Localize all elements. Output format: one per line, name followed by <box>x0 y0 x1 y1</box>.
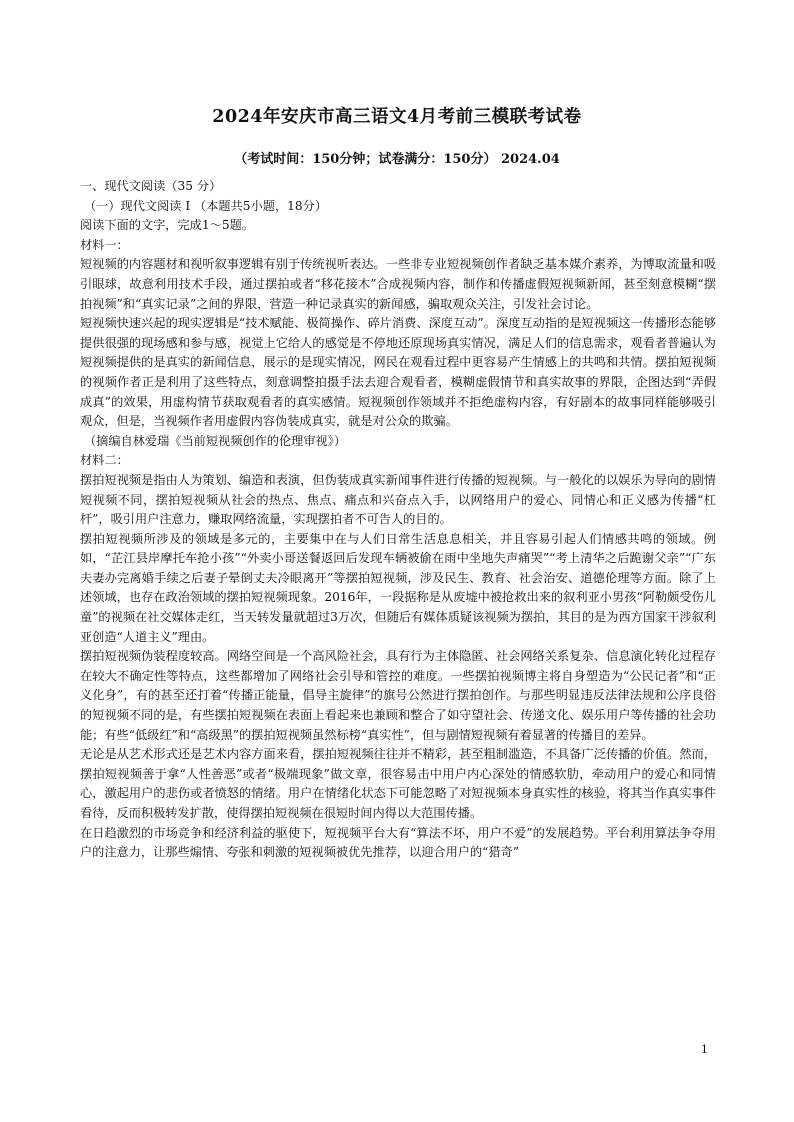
paragraph: 短视频的内容题材和视听叙事逻辑有别于传统视听表达。一些非专业短视频创作者缺乏基本媒介素养，为博取流量和吸引眼球，故意利用技术手段，通过摆拍或者“移花接木”合成视频内容，制作和传播虚假短视频新闻，甚至刻意模糊“摆拍视频”和“真实记录”之间的界限，营造一种记录真实的新闻感，骗取观众关注，引发社会讨论。 <box>80 257 716 311</box>
exam-subtitle: （考试时间：150分钟；试卷满分：150分） 2024.04 <box>234 152 560 167</box>
section-heading: 一、现代文阅读（35 分） <box>80 179 222 193</box>
paragraph: 无论是从艺术形式还是艺术内容方面来看，摆拍短视频往往并不精彩，甚至粗制滥造，不具备广泛传播的价值。然而，摆拍短视频善于拿“人性善恶”或者“极端现象”做文章，很容易击中用户内心深处的情感软肋，牵动用户的爱心和同情心，激起用户的悲伤或者愤怒的情绪。用户在情绪化状态下可能忽略了对短视频本身真实性的核验，将其当作真实事件看待，反而积极转发扩散，使得摆拍短视频在很短时间内得以大范围传播。 <box>80 747 716 820</box>
paragraph: 在日趋激烈的市场竞争和经济利益的驱使下，短视频平台大有“算法不坏，用户不爱”的发展趋势。平台利用算法争夺用户的注意力，让那些煽情、夸张和刺激的短视频被优先推荐，以迎合用户的“猎奇” <box>80 825 716 860</box>
instruction: 阅读下面的文字，完成1～5题。 <box>80 218 254 233</box>
material-one-label: 材料一： <box>80 237 129 252</box>
material-two-label: 材料二： <box>80 453 129 468</box>
paragraph: 短视频快速兴起的现实逻辑是“技术赋能、极简操作、碎片消费、深度互动”。深度互动指的是短视频这一传播形态能够提供很强的现场感和参与感，视觉上它给人的感觉是不停地还原现场真实情况，满足人们的信息需求，观看者普遍认为短视频提供的是真实的新闻信息，展示的是现实情况，网民在观看过程中更容易产生情感上的共鸣和共情。摆拍短视频的视频作者正是利用了这些特点，刻意调整拍摄手法去迎合观看者，模糊虚假情节和真实故事的界限，企图达到“弄假成真”的效果，用虚构情节获取观看者的真实感情。短视频创作领域并不拒绝虚构内容，有好剧本的故事同样能够吸引观众，但是，当视频作者用虚假内容伪装成真实，就是对公众的欺骗。 <box>80 316 716 429</box>
page-number: 1 <box>701 1043 708 1056</box>
paragraph: 摆拍短视频所涉及的领域是多元的，主要集中在与人们日常生活息息相关，并且容易引起人们情感共鸣的领域。例如，“芷江县岸摩托车抢小孩”“外卖小哥送餐返回后发现车辆被偷在雨中坐地失声痛哭”“考上清华之后跪谢父亲”“广东夫妻办完离婚手续之后妻子晕倒丈夫冷眼离开”等摆拍短视频，涉及民生、教育、社会治安、道德伦理等方面。除了上述领域，也存在政治领域的摆拍短视频现象。2016年，一段据称是从废墟中被抢救出来的叙利亚小男孩“阿勒颇受伤儿童”的视频在社交媒体走红，当天转发量就超过3万次，但随后有媒体质疑该视频为摆拍，其目的是为西方国家干涉叙利亚创造“人道主义”理由。 <box>80 531 716 644</box>
subsection-heading: （一）现代文阅读 I （本题共5小题，18分） <box>84 198 328 213</box>
paragraph: 摆拍短视频伪装程度较高。网络空间是一个高风险社会，具有行为主体隐匿、社会网络关系复杂、信息演化转化过程存在较大不确定性等特点，这些都增加了网络社会引导和管控的难度。一些摆拍视频博主将自身塑造为“公民记者”和“正义化身”，有的甚至还打着“传播正能量，倡导主旋律”的旗号公然进行摆拍创作。与那些明显违反法律法规和公序良俗的短视频不同的是，有些摆拍短视频在表面上看起来也兼顾和整合了如守望社会、传递文化、娱乐用户等传播的社会功能；有些“低级红”和“高级黑”的摆拍短视频虽然标榜“真实性”，但与剧情短视频有着显著的传播目的差异。 <box>80 649 716 742</box>
source-citation: （摘编自林爱瑞《当前短视频创作的伦理审视》） <box>84 433 347 448</box>
exam-body <box>80 177 716 863</box>
exam-title: 2024年安庆市高三语文4月考前三模联考试卷 <box>212 107 582 127</box>
paragraph: 摆拍短视频是指由人为策划、编造和表演，但伪装成真实新闻事件进行传播的短视频。与一般化的以娱乐为导向的剧情短视频不同，摆拍短视频从社会的热点、焦点、痛点和兴奋点入手，以网络用户的爱心、同情心和正义感为传播“杠杆”，吸引用户注意力，赚取网络流量，实现摆拍者不可告人的目的。 <box>80 472 716 527</box>
